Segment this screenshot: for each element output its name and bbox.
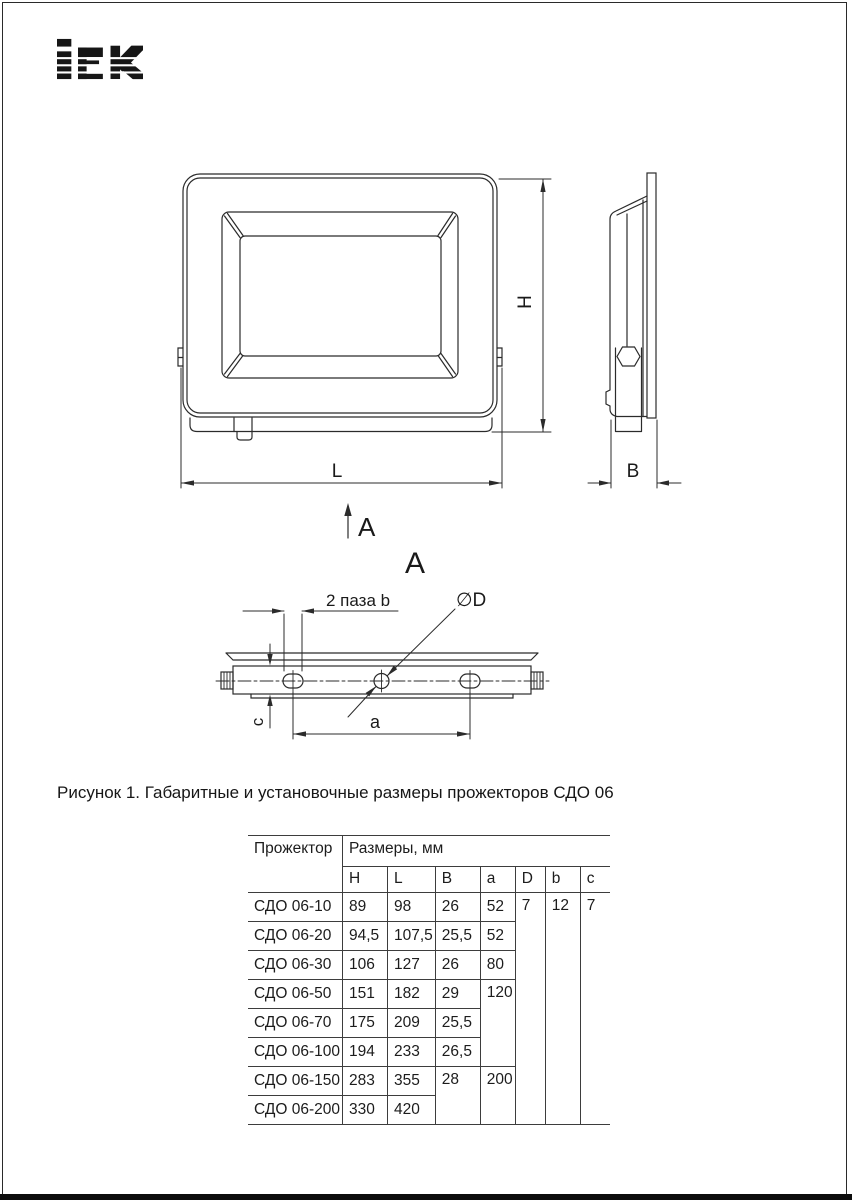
dimension-slot-width [243,591,398,671]
section-view [216,653,549,698]
col-header-model: Прожектор [248,836,342,893]
side-view [606,173,656,432]
col-header-H: H [342,867,387,893]
value-cell-B: 26 [435,893,480,922]
value-cell-a: 52 [480,893,515,922]
section-view-title: A [404,547,426,580]
value-cell-H: 106 [342,951,387,980]
value-cell-a: 120 [480,980,515,1067]
value-cell-L: 182 [387,980,435,1009]
value-cell-H: 94,5 [342,922,387,951]
value-cell-B: 25,5 [435,1009,480,1038]
hole-diameter-label: ∅D [456,590,487,611]
table-row [248,893,610,922]
col-header-c: c [580,867,610,893]
value-cell-H: 330 [342,1096,387,1125]
value-cell-a: 52 [480,922,515,951]
value-cell-B: 25,5 [435,922,480,951]
dimension-H [492,179,551,432]
value-cell-B: 28 [435,1067,480,1125]
value-cell-H: 194 [342,1038,387,1067]
model-cell: СДО 06-30 [248,951,342,980]
end-screw-right [531,672,543,689]
model-cell: СДО 06-200 [248,1096,342,1125]
end-screw-left [221,672,233,689]
value-cell-B: 26 [435,951,480,980]
value-cell-L: 127 [387,951,435,980]
model-cell: СДО 06-50 [248,980,342,1009]
value-cell-H: 89 [342,893,387,922]
value-cell-L: 233 [387,1038,435,1067]
col-header-b: b [545,867,580,893]
dimensions-table [248,835,610,1125]
value-cell-L: 355 [387,1067,435,1096]
value-cell-a: 200 [480,1067,515,1125]
dimension-c [248,644,273,728]
page-footer-bar [0,1194,852,1200]
value-cell-D: 7 [515,893,545,1125]
model-cell: СДО 06-100 [248,1038,342,1067]
cable-gland [237,432,252,441]
col-header-L: L [387,867,435,893]
value-cell-a: 80 [480,951,515,980]
section-arrow-label: A [358,512,376,542]
dimension-L [181,368,502,488]
section-mark [344,503,425,580]
edge-offset-label: c [248,717,267,727]
value-cell-H: 151 [342,980,387,1009]
figure-caption: Рисунок 1. Габаритные и установочные размеры прожекторов СДО 06 [57,783,614,802]
col-header-B: B [435,867,480,893]
col-header-D: D [515,867,545,893]
slot-distance-label: a [369,712,381,732]
value-cell-B: 29 [435,980,480,1009]
table-header-row-1 [248,836,610,867]
value-cell-L: 107,5 [387,922,435,951]
value-cell-L: 420 [387,1096,435,1125]
model-cell: СДО 06-20 [248,922,342,951]
value-cell-H: 283 [342,1067,387,1096]
dimension-B [588,420,681,488]
value-cell-c: 7 [580,893,610,1125]
model-cell: СДО 06-70 [248,1009,342,1038]
height-label: H [515,295,536,309]
pivot-bolt [617,347,640,366]
value-cell-b: 12 [545,893,580,1125]
value-cell-H: 175 [342,1009,387,1038]
slots-note-label: 2 паза b [326,591,391,610]
model-cell: СДО 06-10 [248,893,342,922]
length-label: L [331,461,343,482]
width-label: B [626,461,640,482]
value-cell-B: 26,5 [435,1038,480,1067]
value-cell-L: 209 [387,1009,435,1038]
front-view [178,174,502,440]
model-cell: СДО 06-150 [248,1067,342,1096]
dimension-a [293,692,470,739]
col-header-a: a [480,867,515,893]
value-cell-L: 98 [387,893,435,922]
group-header-dimensions: Размеры, мм [342,836,610,867]
